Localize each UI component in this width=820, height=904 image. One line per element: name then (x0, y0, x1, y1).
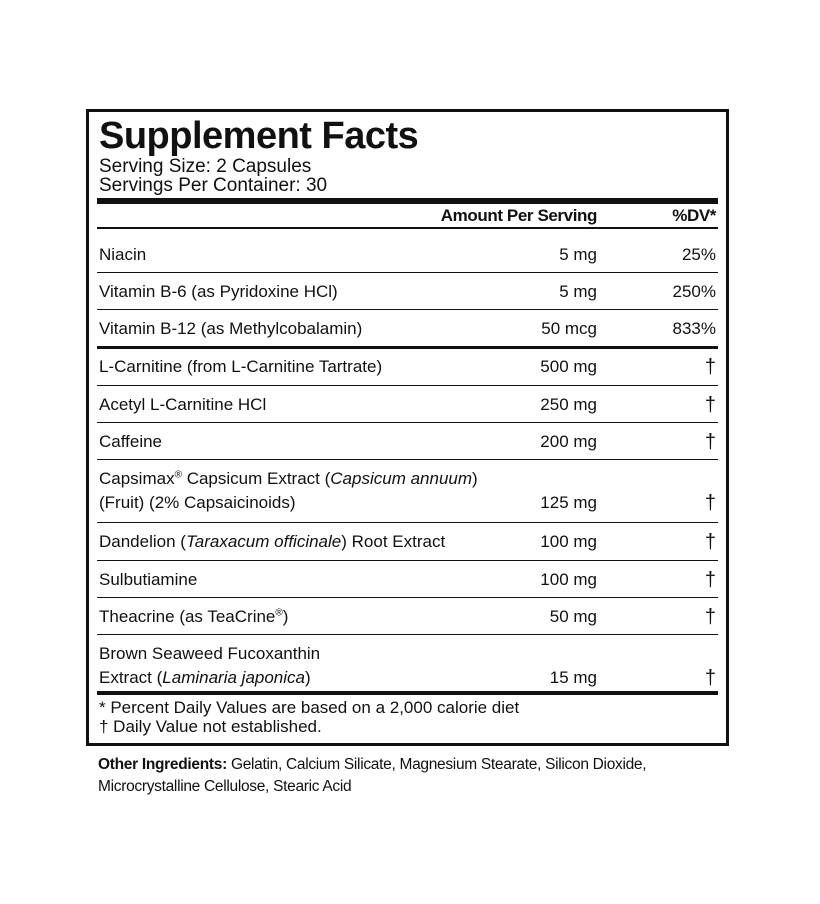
serving-size: Serving Size: 2 Capsules (99, 156, 312, 177)
nutrient-amount: 125 mg (540, 493, 597, 512)
nutrient-row (89, 642, 726, 692)
footer-thick-divider (97, 691, 718, 695)
column-header-dv: %DV* (672, 206, 716, 225)
nutrient-name-line2: Extract (Laminaria japonica) (99, 668, 311, 687)
dagger-footnote: † Daily Value not established. (99, 717, 322, 736)
row-divider (97, 597, 718, 598)
nutrient-amount: 15 mg (549, 668, 597, 687)
nutrient-dv: † (704, 431, 716, 453)
header-thick-divider (97, 198, 718, 204)
nutrient-row (89, 568, 726, 592)
nutrient-dv: † (704, 606, 716, 628)
nutrient-dv: † (704, 531, 716, 553)
nutrient-dv: † (704, 667, 716, 689)
row-divider (97, 309, 718, 310)
nutrient-row (89, 467, 726, 517)
nutrient-name: Acetyl L-Carnitine HCl (99, 395, 267, 414)
nutrient-name: Brown Seaweed Fucoxanthin (99, 644, 321, 663)
column-header-amount: Amount Per Serving (440, 206, 597, 225)
nutrient-row (89, 530, 726, 554)
nutrient-row (89, 393, 726, 417)
nutrient-row (89, 605, 726, 629)
nutrient-name: Caffeine (99, 432, 163, 451)
column-header-divider (97, 227, 718, 229)
nutrient-amount: 100 mg (540, 532, 597, 551)
row-divider (97, 560, 718, 561)
nutrient-name: Vitamin B-6 (as Pyridoxine HCl) (99, 282, 338, 301)
nutrient-dv: 25% (681, 245, 716, 264)
panel-title: Supplement Facts (99, 115, 419, 157)
nutrient-name-line2: (Fruit) (2% Capsaicinoids) (99, 493, 296, 512)
nutrient-dv: † (704, 356, 716, 378)
nutrient-amount: 5 mg (559, 282, 597, 301)
nutrient-name: Dandelion (Taraxacum officinale) Root Extract (99, 532, 446, 551)
nutrient-dv: † (704, 394, 716, 416)
dv-footnote: * Percent Daily Values are based on a 2,000 calorie diet (99, 698, 520, 717)
nutrient-row (89, 317, 726, 341)
other-ingredients-label: Other Ingredients: (98, 756, 227, 773)
supplement-facts-panel (86, 109, 729, 746)
nutrient-amount: 50 mcg (541, 319, 597, 338)
row-divider (97, 385, 718, 386)
row-divider (97, 422, 718, 423)
nutrient-amount: 500 mg (540, 357, 597, 376)
row-divider (97, 272, 718, 273)
nutrient-dv: 250% (672, 282, 716, 301)
nutrient-row (89, 430, 726, 454)
nutrient-dv: 833% (672, 319, 716, 338)
other-ingredients-text-line1: Gelatin, Calcium Silicate, Magnesium Stearate, Silicon Dioxide, (226, 756, 647, 773)
row-divider (97, 634, 718, 635)
nutrient-name: L-Carnitine (from L-Carnitine Tartrate) (99, 357, 383, 376)
nutrient-amount: 200 mg (540, 432, 597, 451)
nutrient-amount: 100 mg (540, 570, 597, 589)
nutrient-amount: 250 mg (540, 395, 597, 414)
nutrient-dv: † (704, 569, 716, 591)
row-divider (97, 459, 718, 460)
nutrient-name: Niacin (99, 245, 147, 264)
nutrient-dv: † (704, 492, 716, 514)
servings-per-container: Servings Per Container: 30 (99, 175, 328, 196)
row-divider (97, 522, 718, 523)
other-ingredients (98, 754, 738, 798)
other-ingredients-text-line2: Microcrystalline Cellulose, Stearic Acid (98, 778, 352, 795)
nutrient-name: Sulbutiamine (99, 570, 198, 589)
nutrient-amount: 50 mg (549, 607, 597, 626)
nutrient-name: Theacrine (as TeaCrine®) (99, 607, 289, 626)
nutrient-row (89, 280, 726, 304)
nutrient-amount: 5 mg (559, 245, 597, 264)
section-divider (97, 346, 718, 349)
nutrient-row (89, 355, 726, 379)
nutrient-name: Vitamin B-12 (as Methylcobalamin) (99, 319, 363, 338)
nutrient-row (89, 243, 726, 267)
nutrient-name: Capsimax® Capsicum Extract (Capsicum annuum) (99, 469, 478, 488)
